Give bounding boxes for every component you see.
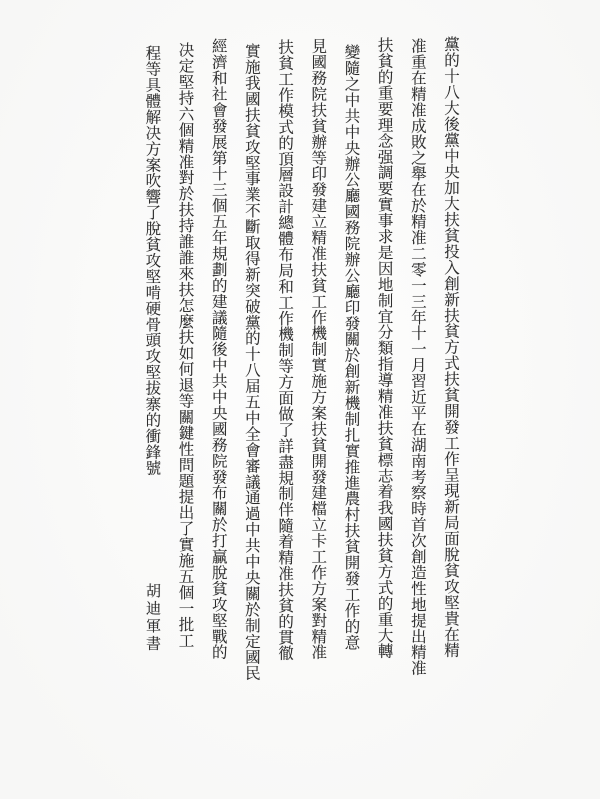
text-column-3: 扶貧的重要理念强調要實事求是因地制宜分類指導精准扶貧標志着我國扶貧方式的重大轉 [375, 37, 394, 660]
text-column-5: 見國務院扶貧辦等印發建立精准扶貧工作機制實施方案扶貧開發建檔立卡工作方案對精准 [309, 38, 328, 661]
text-column-6: 扶貧工作模式的頂層設計總體布局和工作機制等方面做了詳盡規制伴隨着精准扶貧的貫徹 [276, 39, 295, 662]
text-column-8: 經濟和社會發展第十三個五年規劃的建議隨後中共中央國務院發布關於打贏脫貧攻堅戰的 [209, 38, 228, 661]
calligraphy-columns [135, 0, 467, 799]
text-column-2: 准重在精准成敗之舉在於精准二零一三年十一月習近平在湖南考察時首次創造性地提出精准 [408, 38, 427, 676]
text-column-7: 實施我國扶貧攻堅事業不斷取得新突破黨的十八届五中全會審議通過中共中央關於制定國民 [242, 43, 261, 681]
text-column-4: 變隨之中共中央辦公廳國務院辦公廳印發關於創新機制扎實推進農村扶貧開發工作的意 [342, 44, 361, 651]
text-column-10: 程等具體解决方案吹響了脫貧攻堅啃硬骨頭攻堅拔寨的衝鋒號 [143, 45, 162, 476]
text-column-9: 决定堅持六個精准對於扶持誰誰來扶怎麼扶如何退等關鍵性問題提出了實施五個一批工 [176, 42, 195, 649]
artist-signature: 胡迪軍書 [144, 583, 162, 653]
text-column-1: 黨的十八大後黨中央加大扶貧投入創新扶貧方式扶貧開發工作呈現新局面脫貧攻堅貴在精 [442, 36, 460, 659]
